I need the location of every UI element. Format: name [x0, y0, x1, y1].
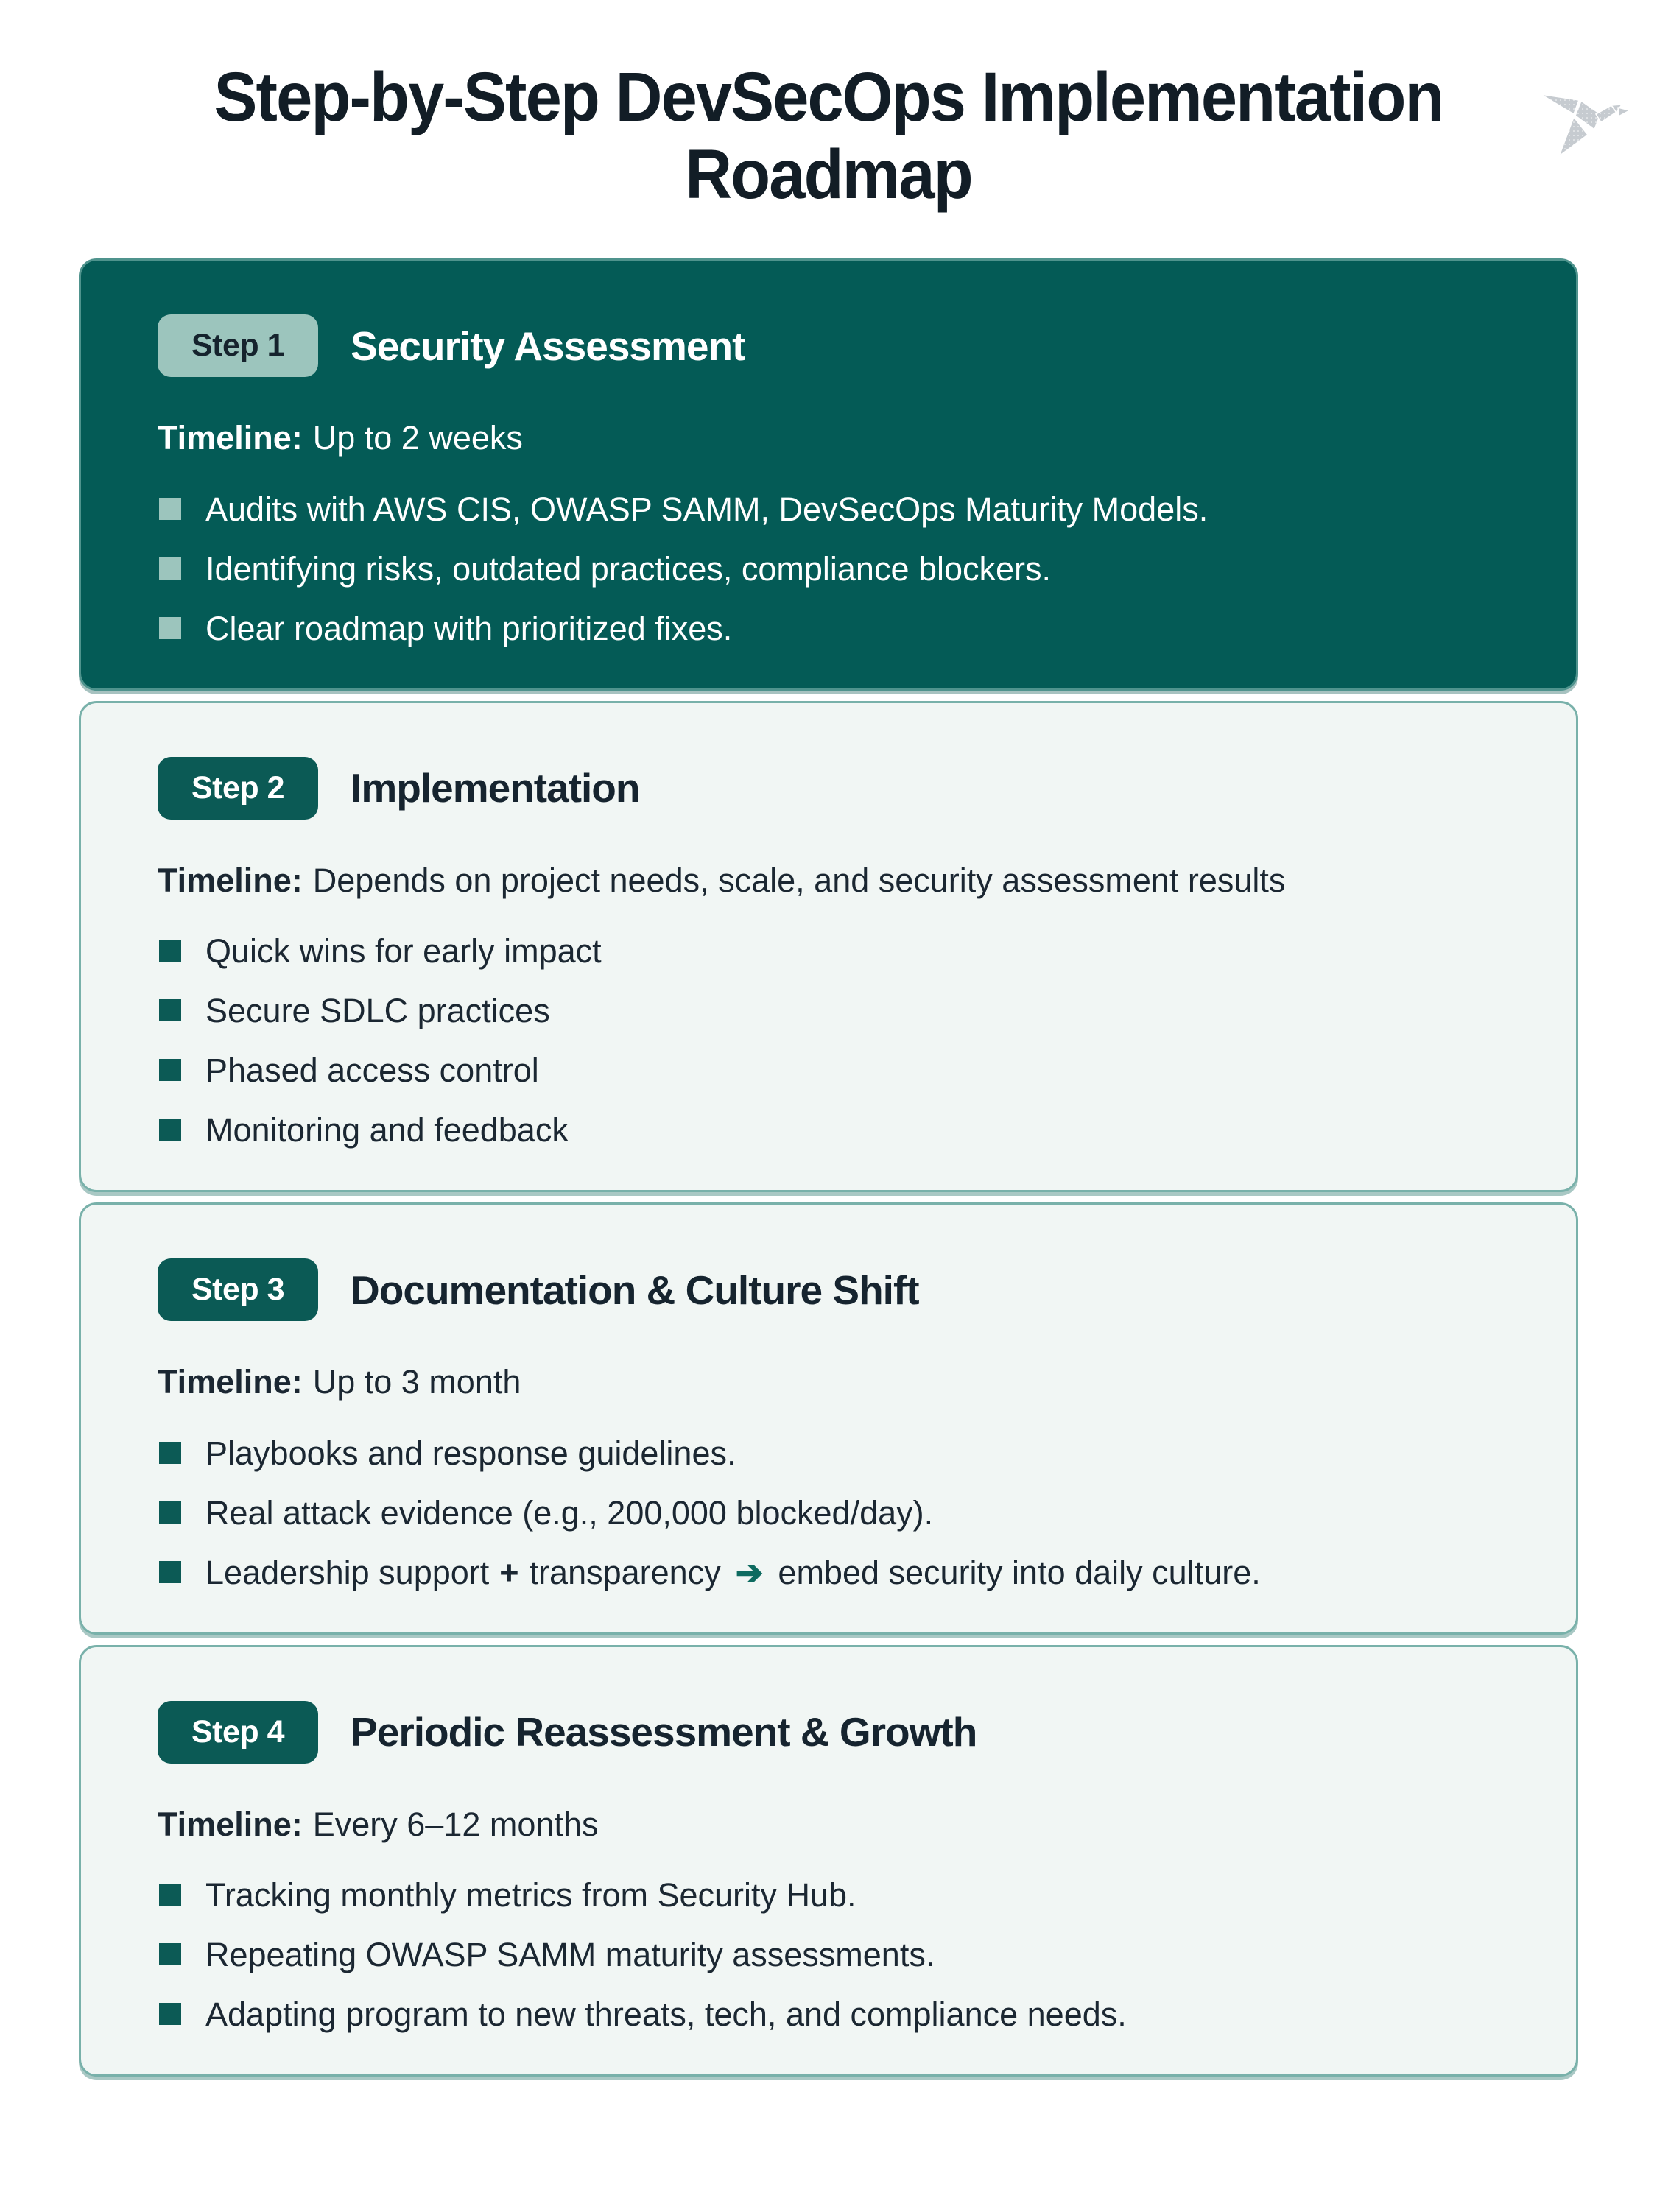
timeline [158, 1805, 1499, 1845]
timeline-value: Up to 2 weeks [312, 419, 523, 457]
bullet-list [158, 490, 1499, 649]
bullet-item [158, 1493, 1499, 1534]
bullet-text: Identifying risks, outdated practices, compliance blockers. [205, 549, 1052, 588]
timeline-value: Up to 3 month [312, 1363, 521, 1401]
bullet-text-part: embed security into daily culture. [778, 1553, 1261, 1591]
bullet-square-icon [159, 617, 181, 639]
bullet-text-part: transparency [529, 1553, 721, 1591]
bullet-text: Clear roadmap with prioritized fixes. [205, 609, 733, 647]
bullet-item [158, 1051, 1499, 1091]
page-title-line-1: Step-by-Step DevSecOps Implementation [214, 58, 1443, 136]
bullet-square-icon [159, 2003, 181, 2025]
card-head [158, 1701, 1499, 1764]
bullet-text-composite [205, 1553, 1261, 1593]
bullet-item [158, 931, 1499, 972]
bullet-square-icon [159, 940, 181, 962]
step-badge: Step 3 [158, 1258, 318, 1321]
bullet-item [158, 1434, 1499, 1474]
bullet-item [158, 1875, 1499, 1916]
card-head [158, 314, 1499, 377]
bullet-text: Phased access control [205, 1052, 539, 1090]
step-card-4 [79, 1645, 1578, 2077]
bullet-text: Quick wins for early impact [205, 932, 602, 971]
card-head [158, 757, 1499, 820]
bullet-item [158, 549, 1499, 590]
timeline-label: Timeline: [158, 419, 303, 457]
card-title: Security Assessment [351, 323, 745, 369]
bullet-square-icon [159, 557, 181, 580]
bullet-square-icon [159, 1442, 181, 1464]
bullet-item [158, 1935, 1499, 1976]
plus-sign: + [499, 1553, 519, 1591]
bullet-square-icon [159, 1884, 181, 1906]
arrow-right-icon: ➔ [735, 1553, 764, 1591]
bullet-text: Adapting program to new threats, tech, and compliance needs. [205, 1996, 1127, 2034]
bullet-square-icon [159, 1943, 181, 1965]
bullet-square-icon [159, 1119, 181, 1141]
bullet-list [158, 1875, 1499, 2035]
timeline-label: Timeline: [158, 861, 303, 899]
bullet-text: Monitoring and feedback [205, 1111, 569, 1149]
step-badge: Step 2 [158, 757, 318, 820]
bullet-item [158, 490, 1499, 530]
timeline-value: Every 6–12 months [312, 1805, 599, 1843]
step-card-2 [79, 701, 1578, 1192]
bullet-text: Tracking monthly metrics from Security Hub. [205, 1876, 856, 1915]
step-card-3 [79, 1202, 1578, 1635]
bullet-text-part: Leadership support [205, 1553, 490, 1591]
bullet-item [158, 1995, 1499, 2035]
timeline [158, 861, 1499, 901]
bullet-list [158, 931, 1499, 1151]
step-badge: Step 1 [158, 314, 318, 377]
card-head [158, 1258, 1499, 1321]
bullet-square-icon [159, 498, 181, 520]
step-cards [79, 258, 1578, 2077]
card-title: Documentation & Culture Shift [351, 1267, 919, 1313]
bullet-square-icon [159, 1059, 181, 1081]
timeline-value: Depends on project needs, scale, and security assessment results [312, 861, 1286, 899]
bullet-square-icon [159, 1561, 181, 1583]
step-card-1 [79, 258, 1578, 691]
page-title-line-2: Roadmap [685, 135, 972, 214]
timeline-label: Timeline: [158, 1805, 303, 1843]
bullet-text: Repeating OWASP SAMM maturity assessments. [205, 1936, 935, 1974]
bullet-text: Audits with AWS CIS, OWASP SAMM, DevSecOps Maturity Models. [205, 490, 1209, 528]
card-title: Periodic Reassessment & Growth [351, 1709, 977, 1755]
timeline-label: Timeline: [158, 1363, 303, 1401]
timeline [158, 418, 1499, 459]
bullet-item [158, 609, 1499, 649]
bullet-item [158, 1553, 1499, 1593]
bullet-square-icon [159, 999, 181, 1021]
bullet-item [158, 991, 1499, 1032]
bullet-square-icon [159, 1501, 181, 1524]
card-title: Implementation [351, 765, 640, 811]
page-title [99, 59, 1558, 213]
bullet-text: Real attack evidence (e.g., 200,000 blocked/day). [205, 1493, 934, 1532]
bullet-text: Secure SDLC practices [205, 992, 550, 1030]
step-badge: Step 4 [158, 1701, 318, 1764]
bullet-list [158, 1434, 1499, 1593]
timeline [158, 1362, 1499, 1403]
bullet-text: Playbooks and response guidelines. [205, 1434, 736, 1472]
bullet-item [158, 1110, 1499, 1151]
